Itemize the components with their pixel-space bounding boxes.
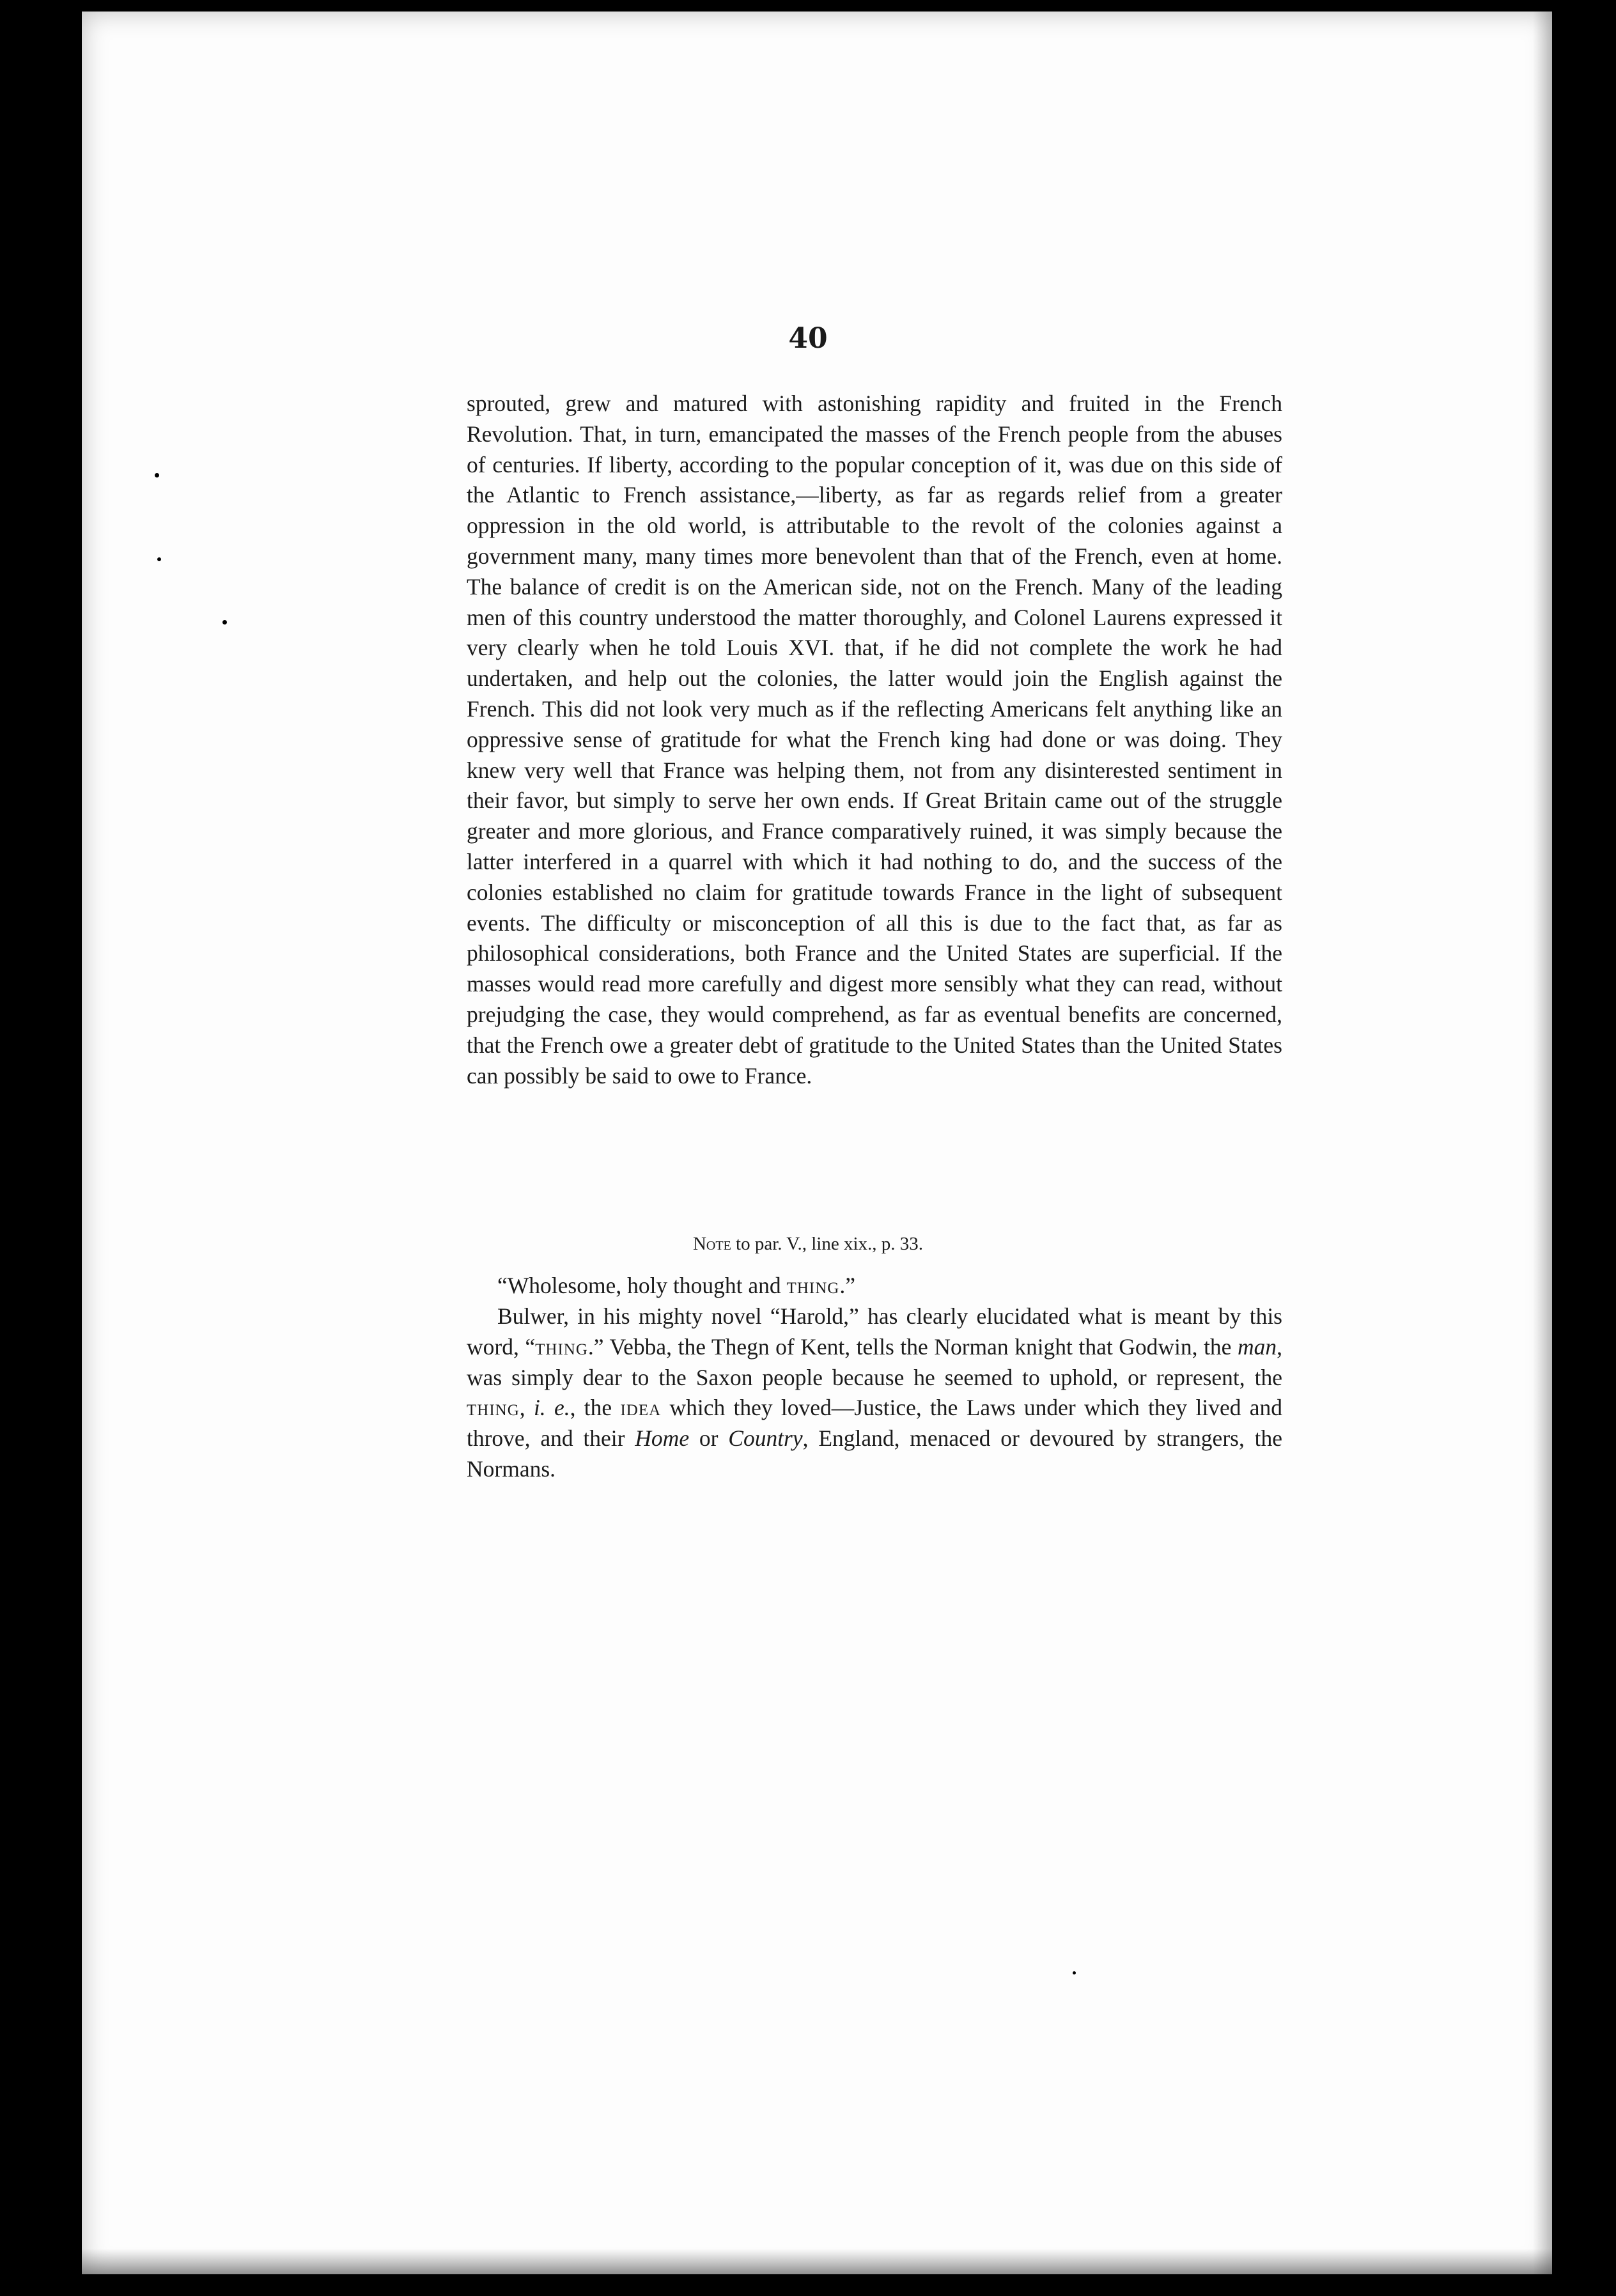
note-italic: man xyxy=(1238,1333,1277,1360)
quote-text: “Wholesome, holy thought and xyxy=(497,1273,787,1298)
note-heading xyxy=(0,1234,1616,1255)
dust-speck xyxy=(157,557,161,561)
note-text: , the xyxy=(570,1395,621,1421)
note-keyword: thing xyxy=(535,1333,588,1360)
note-italic: i. e. xyxy=(533,1395,570,1421)
dust-speck xyxy=(155,473,159,477)
page-edge-shadow-bottom xyxy=(82,2249,1552,2274)
note-text: which they loved—Justice, the Laws under which they lived and throve, and their xyxy=(467,1395,1283,1452)
note-paragraph xyxy=(467,1301,1282,1485)
note-heading-lead: Note xyxy=(692,1234,731,1254)
note-keyword: idea xyxy=(620,1395,662,1421)
note-keyword: thing xyxy=(467,1395,520,1421)
dust-speck xyxy=(1073,1971,1076,1974)
quote-close: .” xyxy=(839,1273,855,1298)
note-text: or xyxy=(689,1425,729,1452)
note-text: , xyxy=(519,1395,534,1421)
note-quote xyxy=(467,1271,1282,1301)
note-italic: Home xyxy=(635,1425,690,1452)
dust-speck xyxy=(222,620,227,624)
quote-keyword: thing xyxy=(786,1273,840,1298)
page-number: 40 xyxy=(788,322,828,355)
note-text: , was simply dear to the Saxon people because he seemed to uphold, or represent, the xyxy=(467,1333,1283,1390)
main-paragraph: sprouted, grew and matured with astonishing rapidity and fruited in the French Revolution. That, in turn, emancipated the masses of the French people from the abuses of centuries. If liberty, according to the popular conception of it, was due on this side of the Atlantic to French assistance,—liberty, as far as regards relief from a greater oppression in the old world, is attributable to the revolt of the colonies against a government many, many times more benevolent than that of the French, even at home. The balance of credit is on the American side, not on the French. Many of the leading men of this country understood the matter thoroughly, and Colonel Laurens expressed it very clearly when he told Louis XVI. that, if he did not complete the work he had undertaken, and help out the colonies, the latter would join the English against the French. This did not look very much as if the reflecting Americans felt anything like an oppressive sense of gratitude for what the French king had done or was doing. They knew very well that France was helping them, not from any disinterested sentiment in their favor, but simply to serve her own ends. If Great Britain came out of the struggle greater and more glorious, and France comparatively ruined, it was simply because the latter interfered in a quarrel with which it had nothing to do, and the success of the colonies established no claim for gratitude towards France in the light of subsequent events. The difficulty or misconception of all this is due to the fact that, as far as philosophical considerations, both France and the United States are superficial. If the masses would read more carefully and digest more sensibly what they can read, without prejudging the case, they would comprehend, as far as eventual benefits are concerned, that the French owe a greater debt of gratitude to the United States than the United States can possibly be said to owe to France. xyxy=(467,391,1282,1089)
note-text: .” Vebba, the Thegn of Kent, tells the Norman knight that Godwin, the xyxy=(587,1333,1238,1360)
note-text: , England, menaced or devoured by strangers, the Normans. xyxy=(467,1425,1283,1482)
note-italic: Country xyxy=(728,1425,803,1452)
note-text: Bulwer, in his mighty novel “Harold,” has clearly elucidated what is meant by this word, “ xyxy=(467,1303,1282,1360)
note-heading-reference: to par. V., line xix., p. 33. xyxy=(731,1234,924,1254)
